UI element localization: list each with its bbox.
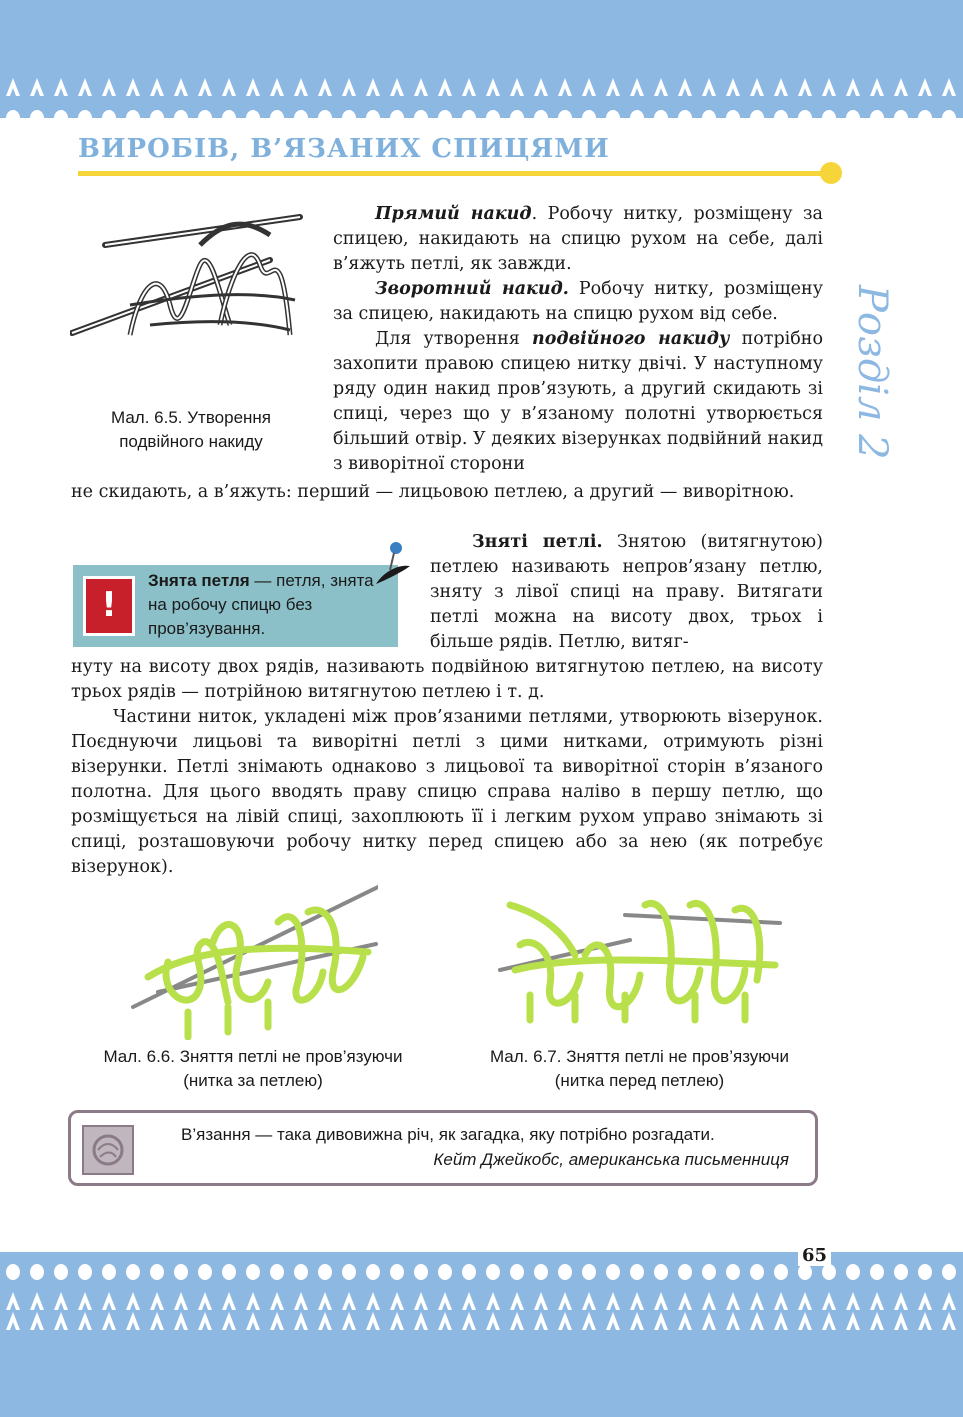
yarn-ball-icon <box>82 1125 134 1175</box>
quote-author: Кейт Джейкобс, американська письменниця <box>433 1150 789 1169</box>
paragraph-text: потрібно захопити правою спицею нитку двічі. У наступному ряду один накид пров’язують, а другий скидають зі спиці, через що у в’язаному полотні утворюється більший отвір. У деяких візерунках подвійний накид з виворітної сторони <box>333 329 823 474</box>
figure-6-6-caption <box>78 1045 428 1093</box>
note-term: Знята петля <box>148 571 250 590</box>
bottom-border-band <box>0 1252 963 1417</box>
paragraph-double-yarn-over-tail: не скидають, а в’яжуть: перший — лицьовою петлею, а другий — виворітною. <box>71 482 795 502</box>
pin-icon <box>372 540 414 590</box>
paragraph-body: Частини ниток, укладені між пров’язаними петлями, утворюють візерунок. Поєднуючи лицьові та виворітні петлі з цими нитками, отримують різні візерунки. Петлі знімають однаково з лицьової та виворітної сторін в’язаного полотна. Для цього вводять праву спицю справа наліво в першу петлю, що розміщується на лівій спиці, захоплюють її і легким рухом управо знімають зі спиці, розташовуючи робочу нитку перед спицею або за нею (як потребує візерунок). <box>71 707 823 877</box>
paragraph-slipped-stitches-tail: нуту на висоту двох рядів, називають подвійною витягнутою петлею, на висоту трьох рядів — потрійною витягнутою петлею і т. д. <box>71 657 823 702</box>
caption-line: Мал. 6.7. Зняття петлі не пров’язуючи <box>489 1047 790 1066</box>
figure-6-7-illustration <box>495 895 790 1027</box>
page-number: 65 <box>798 1245 831 1266</box>
caption-line: Мал. 6.5. Утворення <box>110 408 272 427</box>
paragraph-text: Робочу нитку, розміщену за спицею, накидають на спицю рухом від себе. <box>333 279 823 324</box>
quote-box <box>68 1110 818 1186</box>
paragraph-patterns <box>71 705 823 880</box>
figure-6-6-illustration <box>128 882 378 1040</box>
top-lace-ornament <box>0 0 963 118</box>
caption-line: подвійного накиду <box>119 432 263 451</box>
quote-text: В’язання — така дивовижна річ, як загадка, яку потрібно розгадати. <box>181 1125 715 1144</box>
figure-6-5-caption <box>78 406 304 454</box>
exclamation-icon: ! <box>83 576 135 636</box>
note-definition: — петля, знята на робочу спицю без пров’язування. <box>148 571 374 638</box>
paragraph-body <box>430 530 823 655</box>
heading-underline <box>78 171 830 176</box>
figure-6-5-illustration <box>70 205 310 355</box>
caption-line: Мал. 6.6. Зняття петлі не пров’язуючи <box>103 1047 403 1066</box>
top-border-band <box>0 0 963 118</box>
term: подвійного накиду <box>532 329 730 349</box>
paragraph-text: Для утворення <box>375 329 533 349</box>
note-text <box>148 569 388 641</box>
paragraph-double-yarn-over <box>333 327 823 477</box>
paragraph-direct-yarn-over <box>333 202 823 277</box>
paragraph-slipped-stitches <box>430 530 823 655</box>
chapter-side-label: Розділ 2 <box>849 285 895 460</box>
figure-6-7-caption <box>467 1045 812 1093</box>
paragraph-text: . Робочу нитку, розміщену за спицею, накидають на спицю рухом на себе, далі в’яжуть петлі, як завжди. <box>333 204 823 274</box>
caption-line: (нитка перед петлею) <box>554 1071 725 1090</box>
caption-line: (нитка за петлею) <box>183 1071 323 1090</box>
paragraph-text: Знятою (витягнутою) петлею називають непров’язану петлю, зняту з лівої спиці на праву. Витягати петлі можна на висоту двох, трьох і більше рядів. Петлю, витяг- <box>430 532 823 652</box>
term: Зворотний накид. <box>375 279 569 299</box>
term: Прямий накид <box>375 204 532 224</box>
definition-note <box>73 565 398 647</box>
term: Зняті петлі. <box>472 532 603 552</box>
text-column-top <box>333 202 823 477</box>
paragraph-reverse-yarn-over <box>333 277 823 327</box>
underline-end-dot <box>820 162 842 184</box>
bottom-lace-ornament <box>0 1252 963 1417</box>
section-heading: ВИРОБІВ, В’ЯЗАНИХ СПИЦЯМИ <box>78 134 610 164</box>
